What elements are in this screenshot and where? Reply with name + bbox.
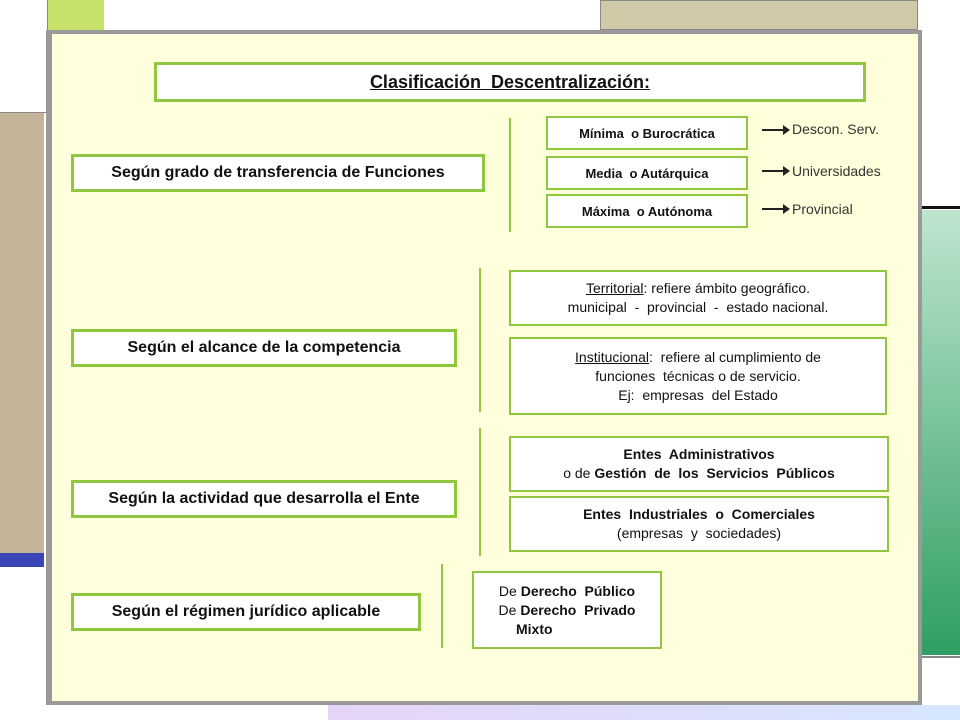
option-line: (empresas y sociedades) [616,525,782,541]
level-label: Media o Autárquica [585,165,709,181]
option-line: municipal - provincial - estado nacional. [567,299,829,315]
divider-4 [441,564,443,648]
option-text: : refiere al cumplimiento de [648,348,821,365]
criterion-actividad [71,480,457,518]
deco-green-strip [922,210,960,655]
option-term: Mixto [516,620,553,637]
level-label: Mínima o Burocrática [579,125,715,141]
level-label: Máxima o Autónoma [581,203,713,219]
arrow-right-icon [762,208,784,210]
option-line [474,620,553,639]
option-line [586,279,810,298]
level-minima [546,116,748,150]
option-industriales [509,496,889,552]
arrow-right-icon [762,170,784,172]
result-provincial: Provincial [792,201,853,217]
option-institucional [509,337,887,415]
option-term: Gestión de los Servicios Públicos [594,465,835,481]
option-term: Derecho Privado [520,601,636,618]
option-line: Entes Administrativos [623,446,775,462]
divider-2 [479,268,481,412]
option-text: : refiere ámbito geográfico. [643,280,811,296]
option-line [499,582,635,601]
option-line: Ej: empresas del Estado [618,386,778,403]
option-line [499,601,636,620]
option-text: o de [563,465,595,481]
option-term: Territorial [585,280,644,296]
criterion-regimen [71,593,421,631]
title-box [154,62,866,102]
option-line: Entes Industriales o Comerciales [583,506,815,522]
criterion-label: Según el régimen jurídico aplicable [111,603,381,620]
option-term: Institucional [575,348,649,365]
page-title: Clasificación Descentralización: [369,71,651,92]
option-text: De [498,601,521,618]
option-text: De [498,582,521,599]
option-line: funciones técnicas o de servicio. [595,367,801,384]
deco-tan-strip [0,113,44,553]
deco-blue-strip [0,553,44,567]
criterion-alcance [71,329,457,367]
deco-lavender-strip [328,705,960,720]
criterion-label: Según la actividad que desarrolla el Ente [108,490,420,507]
option-line [575,348,821,367]
divider-3 [479,428,481,556]
result-universidades: Universidades [792,163,881,179]
criterion-label: Según grado de transferencia de Funciones [111,164,445,181]
option-territorial [509,270,887,326]
criterion-transferencia [71,154,485,192]
option-term: Derecho Público [520,582,636,599]
arrow-right-icon [762,129,784,131]
level-maxima [546,194,748,228]
deco-white-square [0,0,48,113]
option-administrativos [509,436,889,492]
criterion-label: Según el alcance de la competencia [127,339,401,356]
option-line [563,464,835,483]
result-descon: Descon. Serv. [792,121,879,137]
level-media [546,156,748,190]
divider-1 [509,118,511,232]
option-derecho [472,571,662,649]
deco-black-line [920,206,960,209]
deco-khaki-square [600,0,918,30]
